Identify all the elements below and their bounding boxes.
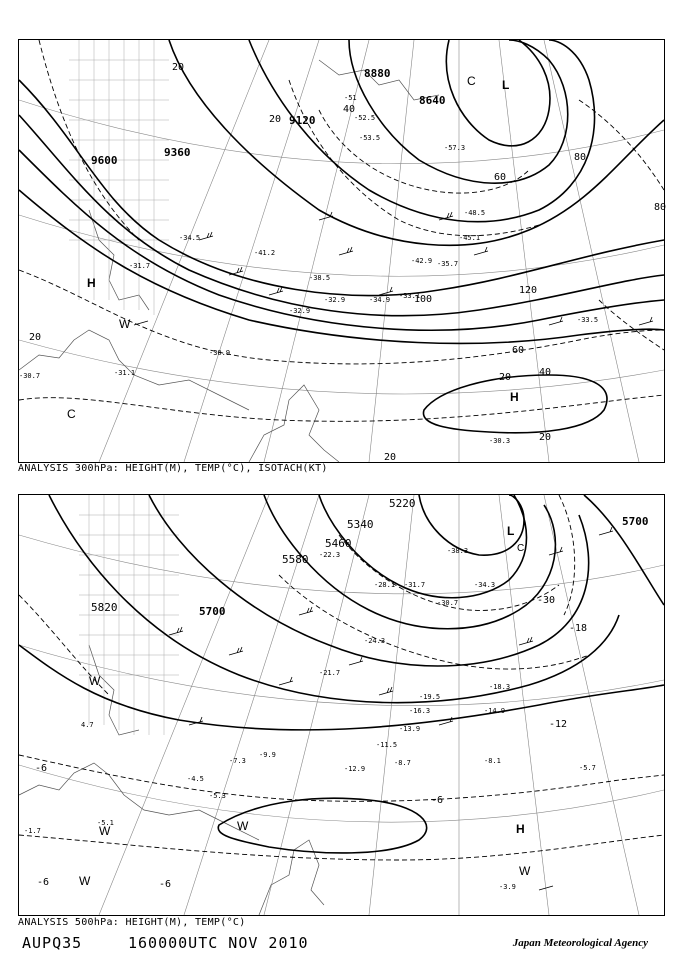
station-temp: -8.1 — [484, 757, 501, 765]
jet-hatch-300 — [69, 40, 169, 315]
center-symbol: W — [89, 674, 101, 688]
temp-label: -6 — [35, 763, 48, 774]
isotach-label: 80 — [574, 152, 587, 163]
height-label: 9360 — [164, 146, 191, 159]
chart-code: AUPQ35 — [22, 934, 83, 952]
station-temp: -38.3 — [447, 547, 469, 555]
caption-300hpa: ANALYSIS 300hPa: HEIGHT(M), TEMP(°C), ISOTACH(KT) — [18, 463, 328, 474]
center-symbol: C — [517, 543, 525, 554]
isotherms-300 — [19, 40, 667, 421]
centers-500 — [79, 524, 531, 888]
center-symbol: L — [507, 524, 515, 538]
height-label: 5580 — [282, 553, 309, 566]
station-temp: -31.7 — [129, 262, 151, 270]
caption-500hpa: ANALYSIS 500hPa: HEIGHT(M), TEMP(°C) — [18, 917, 246, 928]
station-temp: -42.9 — [411, 257, 433, 265]
center-symbol: W — [519, 864, 531, 878]
height-label: 5820 — [91, 601, 118, 614]
center-symbol: H — [510, 390, 519, 404]
station-temp: -12.9 — [344, 765, 366, 773]
center-symbol: W — [237, 819, 249, 833]
temp-label: -6 — [159, 879, 172, 890]
station-temp: -41.2 — [254, 249, 276, 257]
height-label: 9120 — [289, 114, 316, 127]
station-temp: -32.9 — [324, 296, 346, 304]
isotach-label: 20 — [29, 332, 42, 343]
station-temp: -13.9 — [399, 725, 421, 733]
station-temp: -24.3 — [364, 637, 386, 645]
map-500hpa — [18, 494, 665, 916]
isotach-label: 120 — [519, 285, 538, 296]
station-temp: -51 — [344, 94, 357, 102]
temp-label: -12 — [549, 719, 568, 730]
temp-label: -6 — [37, 877, 50, 888]
station-temp: -30.7 — [437, 599, 459, 607]
station-temp: -11.5 — [376, 741, 398, 749]
station-temp: -8.7 — [394, 759, 411, 767]
map-500hpa-canvas — [19, 495, 664, 915]
station-temp: -16.3 — [409, 707, 431, 715]
center-symbol: L — [502, 78, 510, 92]
station-temp: -4.5 — [187, 775, 204, 783]
isotach-label: 40 — [343, 104, 356, 115]
station-temp: -18.3 — [489, 683, 511, 691]
isotach-label: 100 — [414, 294, 433, 305]
station-temp: -9.9 — [259, 751, 276, 759]
station-temp: 4.7 — [81, 721, 94, 729]
station-temp: -22.3 — [319, 551, 341, 559]
agency-name: Japan Meteorological Agency — [512, 937, 648, 949]
station-temp: -30.3 — [489, 437, 511, 445]
height-label: 5220 — [389, 497, 416, 510]
station-temp: -31.7 — [404, 581, 426, 589]
station-temp: -5.3 — [209, 792, 226, 800]
temp-label: -30 — [537, 595, 556, 606]
station-temp: -45.1 — [459, 234, 481, 242]
station-temp: -14.9 — [484, 707, 506, 715]
coastline-300 — [19, 60, 439, 462]
station-temp: -28.1 — [374, 581, 396, 589]
station-temp: -32.9 — [289, 307, 311, 315]
temp-label: -6 — [431, 795, 444, 806]
station-temp: -35.7 — [437, 260, 459, 268]
isotach-label: 40 — [539, 367, 552, 378]
center-symbol: W — [119, 317, 131, 331]
center-symbol: H — [87, 276, 96, 290]
isotach-label: 20 — [269, 114, 282, 125]
height-label: 9600 — [91, 154, 118, 167]
station-temp: -38.5 — [309, 274, 331, 282]
hatch-500 — [79, 495, 179, 735]
station-temp: -5.1 — [97, 819, 114, 827]
station-temp: -34.9 — [369, 296, 391, 304]
valid-time: 160000UTC NOV 2010 — [128, 934, 309, 952]
station-temp: -48.5 — [464, 209, 486, 217]
isotach-label: 60 — [494, 172, 507, 183]
center-symbol: H — [516, 822, 525, 836]
station-temp: -33.1 — [399, 292, 421, 300]
station-temp: -1.7 — [24, 827, 41, 835]
station-temp: -33.5 — [577, 316, 599, 324]
station-temp: -3.9 — [499, 883, 516, 891]
station-temp: -19.5 — [419, 693, 441, 701]
height-label: 5700 — [622, 515, 649, 528]
center-symbol: W — [79, 874, 91, 888]
isotach-label: 60 — [512, 345, 525, 356]
height-label: 5340 — [347, 518, 374, 531]
height-label: 8640 — [419, 94, 446, 107]
height-label: 5700 — [199, 605, 226, 618]
station-temps-500 — [24, 547, 596, 891]
station-temp: -30.9 — [209, 349, 231, 357]
height-label: 8880 — [364, 67, 391, 80]
height-label: 5460 — [325, 537, 352, 550]
isotach-label: 80 — [654, 202, 667, 213]
isotach-label: 20 — [384, 452, 397, 463]
station-temp: -57.3 — [444, 144, 466, 152]
station-temp: -7.3 — [229, 757, 246, 765]
graticule-500 — [19, 495, 664, 915]
station-temp: -30.7 — [19, 372, 41, 380]
isotach-labels-300 — [29, 62, 666, 463]
map-300hpa-canvas — [19, 40, 667, 463]
coastline-500 — [19, 645, 324, 915]
station-temp: -52.5 — [354, 114, 376, 122]
center-symbol: C — [467, 74, 476, 88]
station-temp: -34.3 — [474, 581, 496, 589]
station-temp: -5.7 — [579, 764, 596, 772]
isotach-label: 20 — [539, 432, 552, 443]
station-temp: -34.5 — [179, 234, 201, 242]
station-temp: -53.5 — [359, 134, 381, 142]
center-symbol: W — [99, 824, 111, 838]
isotach-label: 20 — [172, 62, 185, 73]
temp-label: -18 — [569, 623, 588, 634]
isotach-label: 20 — [499, 372, 512, 383]
station-temp: -21.7 — [319, 669, 341, 677]
map-300hpa — [18, 39, 665, 463]
center-symbol: C — [67, 407, 76, 421]
station-temp: -31.1 — [114, 369, 136, 377]
